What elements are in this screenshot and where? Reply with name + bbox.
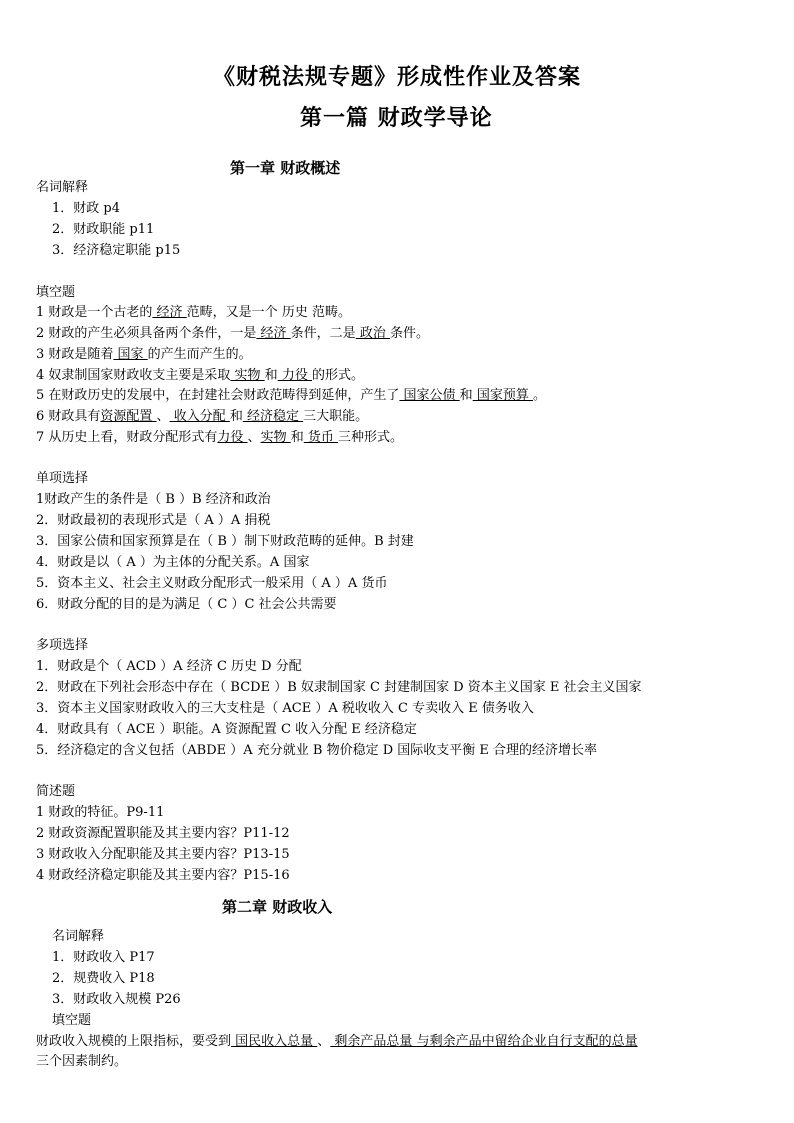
single-choice-item: 4．财政是以（ A ）为主体的分配关系。A 国家	[36, 555, 310, 570]
ch2-term-item: 1．财政收入 P17	[52, 950, 155, 965]
fill-text: 4 奴隶制国家财政收支主要是采取	[36, 368, 231, 383]
fill-text: 范畴。	[311, 305, 351, 320]
ch1-terms-label: 名词解释	[36, 180, 89, 195]
multi-choice-item: 5．经济稳定的含义包括（ABDE ）A 充分就业 B 物价稳定 D 国际收支平衡 E 合理的经济增长率	[36, 743, 598, 758]
fill-text: 、	[247, 430, 261, 445]
fill-text: 3 财政是随着	[36, 347, 114, 362]
ch1-term-item: 1．财政 p4	[52, 201, 120, 216]
fill-text: 的形式。	[311, 368, 364, 383]
essay-item: 3 财政收入分配职能及其主要内容？P13-15	[36, 847, 290, 862]
ch2-fill-item	[36, 1032, 638, 1052]
fill-item-6	[36, 407, 368, 427]
fill-text: 财政收入规模的上限指标，要受到	[36, 1034, 232, 1049]
single-choice-item: 6．财政分配的目的是为满足（ C ）C 社会公共需要	[36, 597, 337, 612]
fill-text: 和	[459, 388, 473, 403]
fill-answer: 实物	[260, 430, 291, 445]
ch2-terms-label: 名词解释	[52, 929, 105, 944]
fill-answer: 国家	[113, 347, 148, 362]
multi-choice-item: 4．财政具有（ ACE ）职能。A 资源配置 C 收入分配 E 经济稳定	[36, 722, 417, 737]
fill-text: 和	[290, 430, 304, 445]
fill-text: 和	[229, 409, 243, 424]
ch2-fill-continuation: 三个因素制约。	[36, 1054, 128, 1069]
fill-answer: 经济	[152, 305, 187, 320]
fill-text: 、	[156, 409, 170, 424]
ch2-fill-label: 填空题	[52, 1013, 92, 1028]
essay-item: 1 财政的特征。P9-11	[36, 805, 165, 820]
fill-answer: 国家预算	[472, 388, 533, 403]
ch1-multi-label: 多项选择	[36, 638, 89, 653]
ch1-essay-label: 简述题	[36, 784, 76, 799]
fill-text: 三种形式。	[337, 430, 403, 445]
fill-text: 和	[264, 368, 278, 383]
multi-choice-item: 3．资本主义国家财政收入的三大支柱是（ ACE ）A 税收收入 C 专卖收入 E 债务收入	[36, 701, 534, 716]
fill-answer: 资源配置	[100, 409, 157, 424]
fill-item-7	[36, 428, 403, 448]
fill-item-2	[36, 324, 429, 344]
part-title: 第一篇 财政学导论	[300, 105, 493, 131]
fill-answer: 与剩余产品中留给企业自行支配的总量	[416, 1034, 638, 1049]
multi-choice-item: 1．财政是个（ ACD ）A 经济 C 历史 D 分配	[36, 659, 302, 674]
fill-answer: 剩余产品总量	[330, 1034, 417, 1049]
fill-item-1	[36, 303, 351, 323]
fill-answer: 历史	[281, 305, 312, 320]
fill-text: 、	[317, 1034, 331, 1049]
ch2-term-item: 3．财政收入规模 P26	[52, 992, 181, 1007]
fill-answer: 收入分配	[169, 409, 230, 424]
ch2-term-item: 2．规费收入 P18	[52, 971, 155, 986]
fill-text: 6 财政具有	[36, 409, 101, 424]
fill-answer: 货币	[303, 430, 338, 445]
single-choice-item: 2．财政最初的表现形式是（ A ）A 捐税	[36, 513, 271, 528]
chapter-2-heading: 第二章 财政收入	[222, 898, 333, 916]
essay-item: 4 财政经济稳定职能及其主要内容？P15-16	[36, 868, 290, 883]
fill-item-3	[36, 345, 252, 365]
fill-text: 2 财政的产生必须具备两个条件，一是	[36, 326, 257, 341]
fill-text: 三大职能。	[303, 409, 369, 424]
fill-answer: 力役	[217, 430, 248, 445]
single-choice-item: 5．资本主义、社会主义财政分配形式一般采用（ A ）A 货币	[36, 576, 388, 591]
single-choice-item: 1财政产生的条件是（ B ）B 经济和政治	[36, 492, 271, 507]
ch1-single-label: 单项选择	[36, 471, 89, 486]
single-choice-item: 3．国家公债和国家预算是在（ B ）制下财政范畴的延伸。B 封建	[36, 534, 414, 549]
ch1-term-item: 3．经济稳定职能 p15	[52, 243, 181, 258]
fill-item-4	[36, 366, 364, 386]
fill-answer: 国民收入总量	[231, 1034, 318, 1049]
fill-text: 的产生而产生的。	[147, 347, 252, 362]
fill-answer: 国家公债	[399, 388, 460, 403]
fill-answer: 政治	[355, 326, 390, 341]
essay-item: 2 财政资源配置职能及其主要内容？P11-12	[36, 826, 290, 841]
fill-answer: 力役	[277, 368, 312, 383]
fill-text: 范畴，又是一个	[186, 305, 282, 320]
ch1-term-item: 2．财政职能 p11	[52, 222, 155, 237]
fill-answer: 经济稳定	[242, 409, 304, 424]
fill-text: 。	[532, 388, 546, 403]
multi-choice-item: 2．财政在下列社会形态中存在（ BCDE ）B 奴隶制国家 C 封建制国家 D 资本主义国家 E 社会主义国家	[36, 680, 642, 695]
ch1-fill-label: 填空题	[36, 285, 76, 300]
fill-text: 1 财政是一个古老的	[36, 305, 153, 320]
fill-text: 5 在财政历史的发展中，在封建社会财政范畴得到延伸，产生了	[36, 388, 400, 403]
fill-answer: 经济	[256, 326, 291, 341]
fill-item-5	[36, 386, 546, 406]
fill-text: 7 从历史上看，财政分配形式有	[36, 430, 218, 445]
fill-text: 条件。	[389, 326, 429, 341]
fill-text: 条件，二是	[290, 326, 356, 341]
document-title: 《财税法规专题》形成性作业及答案	[212, 64, 581, 90]
fill-answer: 实物	[230, 368, 265, 383]
chapter-1-heading: 第一章 财政概述	[230, 159, 341, 177]
